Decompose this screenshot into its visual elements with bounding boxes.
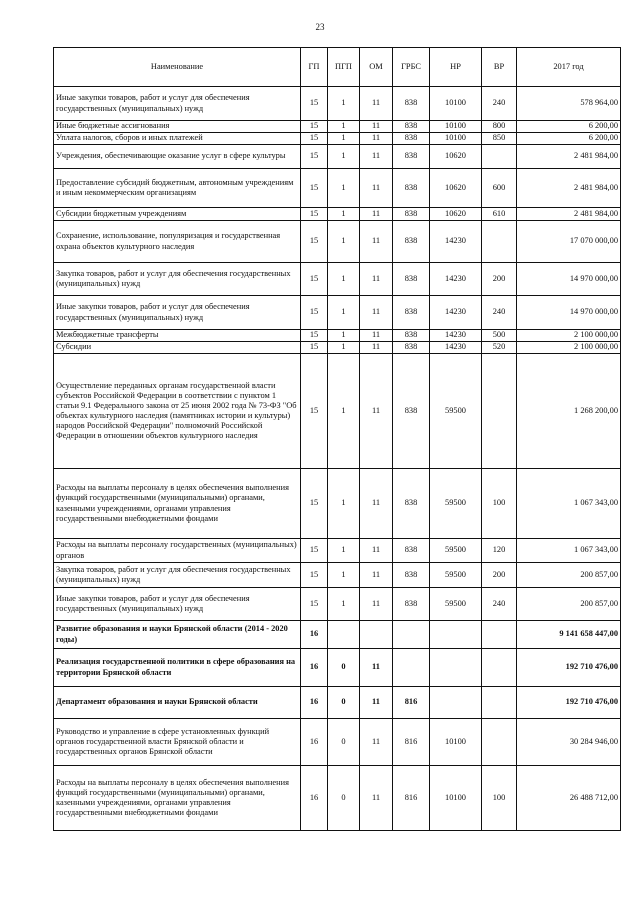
cell-om: 11 bbox=[360, 588, 393, 621]
cell-name: Учреждения, обеспечивающие оказание услуг в сфере культуры bbox=[54, 145, 301, 169]
cell-om: 11 bbox=[360, 263, 393, 296]
table-row bbox=[54, 221, 621, 263]
cell-nr: 10100 bbox=[430, 133, 482, 145]
cell-om: 11 bbox=[360, 121, 393, 133]
cell-vr: 240 bbox=[482, 296, 517, 330]
header-year: 2017 год bbox=[517, 48, 621, 87]
cell-gp: 15 bbox=[301, 296, 328, 330]
cell-pgp: 1 bbox=[328, 330, 360, 342]
cell-pgp: 0 bbox=[328, 766, 360, 831]
cell-om bbox=[360, 621, 393, 649]
cell-om: 11 bbox=[360, 563, 393, 588]
cell-gp: 15 bbox=[301, 539, 328, 563]
cell-amount: 2 481 984,00 bbox=[517, 208, 621, 221]
cell-gp: 15 bbox=[301, 588, 328, 621]
cell-vr bbox=[482, 621, 517, 649]
cell-gp: 15 bbox=[301, 263, 328, 296]
cell-grbs bbox=[393, 621, 430, 649]
cell-gp: 15 bbox=[301, 87, 328, 121]
cell-grbs: 838 bbox=[393, 208, 430, 221]
cell-amount: 30 284 946,00 bbox=[517, 719, 621, 766]
cell-amount: 200 857,00 bbox=[517, 563, 621, 588]
cell-amount: 17 070 000,00 bbox=[517, 221, 621, 263]
table-row bbox=[54, 208, 621, 221]
table-row bbox=[54, 766, 621, 831]
table-row bbox=[54, 296, 621, 330]
cell-amount: 2 481 984,00 bbox=[517, 145, 621, 169]
cell-vr bbox=[482, 687, 517, 719]
cell-pgp: 1 bbox=[328, 133, 360, 145]
cell-vr bbox=[482, 145, 517, 169]
cell-vr: 600 bbox=[482, 169, 517, 208]
cell-grbs: 838 bbox=[393, 145, 430, 169]
cell-nr: 14230 bbox=[430, 296, 482, 330]
cell-nr bbox=[430, 621, 482, 649]
header-gp: ГП bbox=[301, 48, 328, 87]
cell-om: 11 bbox=[360, 145, 393, 169]
cell-pgp: 1 bbox=[328, 539, 360, 563]
cell-gp: 16 bbox=[301, 766, 328, 831]
cell-name: Иные бюджетные ассигнования bbox=[54, 121, 301, 133]
cell-grbs: 838 bbox=[393, 563, 430, 588]
cell-vr: 520 bbox=[482, 342, 517, 354]
cell-name: Иные закупки товаров, работ и услуг для обеспечения государственных (муниципальных) нужд bbox=[54, 87, 301, 121]
cell-nr: 10620 bbox=[430, 169, 482, 208]
cell-pgp: 1 bbox=[328, 354, 360, 469]
table-row bbox=[54, 330, 621, 342]
cell-vr: 500 bbox=[482, 330, 517, 342]
cell-grbs: 838 bbox=[393, 263, 430, 296]
cell-grbs: 838 bbox=[393, 469, 430, 539]
header-grbs: ГРБС bbox=[393, 48, 430, 87]
cell-amount: 192 710 476,00 bbox=[517, 687, 621, 719]
cell-om: 11 bbox=[360, 766, 393, 831]
cell-om: 11 bbox=[360, 342, 393, 354]
table-row bbox=[54, 145, 621, 169]
header-om: ОМ bbox=[360, 48, 393, 87]
cell-amount: 1 268 200,00 bbox=[517, 354, 621, 469]
table-row bbox=[54, 87, 621, 121]
cell-grbs bbox=[393, 649, 430, 687]
cell-om: 11 bbox=[360, 169, 393, 208]
cell-gp: 15 bbox=[301, 221, 328, 263]
cell-gp: 16 bbox=[301, 719, 328, 766]
cell-nr: 59500 bbox=[430, 469, 482, 539]
cell-grbs: 838 bbox=[393, 169, 430, 208]
table-header-row bbox=[54, 48, 621, 87]
cell-amount: 1 067 343,00 bbox=[517, 469, 621, 539]
cell-pgp: 1 bbox=[328, 469, 360, 539]
cell-nr bbox=[430, 687, 482, 719]
cell-grbs: 838 bbox=[393, 588, 430, 621]
cell-amount: 14 970 000,00 bbox=[517, 296, 621, 330]
cell-gp: 15 bbox=[301, 342, 328, 354]
cell-amount: 6 200,00 bbox=[517, 133, 621, 145]
cell-grbs: 838 bbox=[393, 354, 430, 469]
cell-nr: 14230 bbox=[430, 221, 482, 263]
cell-vr: 240 bbox=[482, 87, 517, 121]
cell-gp: 15 bbox=[301, 354, 328, 469]
cell-amount: 578 964,00 bbox=[517, 87, 621, 121]
cell-vr bbox=[482, 649, 517, 687]
cell-nr: 59500 bbox=[430, 563, 482, 588]
cell-name: Предоставление субсидий бюджетным, автономным учреждениям и иным некоммерческим организациям bbox=[54, 169, 301, 208]
cell-vr: 610 bbox=[482, 208, 517, 221]
cell-amount: 200 857,00 bbox=[517, 588, 621, 621]
cell-gp: 15 bbox=[301, 330, 328, 342]
cell-name: Уплата налогов, сборов и иных платежей bbox=[54, 133, 301, 145]
table-body bbox=[54, 87, 621, 831]
cell-name: Межбюджетные трансферты bbox=[54, 330, 301, 342]
cell-om: 11 bbox=[360, 87, 393, 121]
cell-pgp: 1 bbox=[328, 563, 360, 588]
cell-pgp: 1 bbox=[328, 87, 360, 121]
cell-gp: 15 bbox=[301, 121, 328, 133]
table-row bbox=[54, 539, 621, 563]
cell-amount: 192 710 476,00 bbox=[517, 649, 621, 687]
cell-name: Закупка товаров, работ и услуг для обеспечения государственных (муниципальных) нужд bbox=[54, 263, 301, 296]
cell-pgp: 1 bbox=[328, 145, 360, 169]
cell-nr: 10100 bbox=[430, 719, 482, 766]
cell-nr: 10620 bbox=[430, 208, 482, 221]
cell-name: Иные закупки товаров, работ и услуг для обеспечения государственных (муниципальных) нужд bbox=[54, 296, 301, 330]
cell-grbs: 816 bbox=[393, 719, 430, 766]
cell-gp: 15 bbox=[301, 133, 328, 145]
cell-gp: 15 bbox=[301, 208, 328, 221]
cell-pgp: 0 bbox=[328, 649, 360, 687]
page-number: 23 bbox=[315, 22, 325, 32]
table-row bbox=[54, 169, 621, 208]
cell-pgp: 0 bbox=[328, 687, 360, 719]
cell-vr bbox=[482, 354, 517, 469]
table-row bbox=[54, 649, 621, 687]
cell-grbs: 838 bbox=[393, 296, 430, 330]
cell-grbs: 838 bbox=[393, 221, 430, 263]
cell-name: Расходы на выплаты персоналу в целях обеспечения выполнения функций государственными (муниципальными) органами, казенными учреждениями, органами управления государственными внебюджетными фондами bbox=[54, 766, 301, 831]
cell-vr: 800 bbox=[482, 121, 517, 133]
cell-gp: 15 bbox=[301, 469, 328, 539]
cell-om: 11 bbox=[360, 133, 393, 145]
cell-name: Руководство и управление в сфере установленных функций органов государственной власти Брянской области и государственных органов Брянской области bbox=[54, 719, 301, 766]
cell-name: Осуществление переданных органам государственной власти субъектов Российской Федерации в соответствии с пунктом 1 статьи 9.1 Федерального закона от 25 июня 2002 года № 73-ФЗ "Об объектах культурного наследия (памятниках истории и культуры) народов Российской Федерации" полномочий Российской Федерации в отношении объектов культурного наследия bbox=[54, 354, 301, 469]
cell-amount: 26 488 712,00 bbox=[517, 766, 621, 831]
cell-name: Субсидии бюджетным учреждениям bbox=[54, 208, 301, 221]
cell-grbs: 838 bbox=[393, 87, 430, 121]
cell-nr: 14230 bbox=[430, 330, 482, 342]
cell-name: Расходы на выплаты персоналу в целях обеспечения выполнения функций государственными (муниципальными) органами, казенными учреждениями, органами управления государственными внебюджетными фондами bbox=[54, 469, 301, 539]
budget-table bbox=[53, 47, 621, 831]
cell-pgp: 1 bbox=[328, 208, 360, 221]
header-vr: ВР bbox=[482, 48, 517, 87]
header-pgp: ПГП bbox=[328, 48, 360, 87]
cell-name: Закупка товаров, работ и услуг для обеспечения государственных (муниципальных) нужд bbox=[54, 563, 301, 588]
cell-amount: 14 970 000,00 bbox=[517, 263, 621, 296]
cell-grbs: 838 bbox=[393, 342, 430, 354]
cell-amount: 2 481 984,00 bbox=[517, 169, 621, 208]
cell-vr: 850 bbox=[482, 133, 517, 145]
table-row bbox=[54, 263, 621, 296]
table-row bbox=[54, 121, 621, 133]
cell-gp: 16 bbox=[301, 687, 328, 719]
cell-om: 11 bbox=[360, 649, 393, 687]
cell-nr: 10100 bbox=[430, 87, 482, 121]
cell-pgp: 1 bbox=[328, 121, 360, 133]
cell-amount: 6 200,00 bbox=[517, 121, 621, 133]
cell-om: 11 bbox=[360, 221, 393, 263]
cell-nr: 59500 bbox=[430, 539, 482, 563]
cell-amount: 2 100 000,00 bbox=[517, 342, 621, 354]
header-name: Наименование bbox=[54, 48, 301, 87]
cell-name: Иные закупки товаров, работ и услуг для обеспечения государственных (муниципальных) нужд bbox=[54, 588, 301, 621]
cell-grbs: 838 bbox=[393, 121, 430, 133]
cell-gp: 15 bbox=[301, 563, 328, 588]
table-row bbox=[54, 133, 621, 145]
cell-vr: 200 bbox=[482, 263, 517, 296]
cell-om: 11 bbox=[360, 330, 393, 342]
cell-nr: 10100 bbox=[430, 766, 482, 831]
cell-vr: 100 bbox=[482, 469, 517, 539]
cell-om: 11 bbox=[360, 208, 393, 221]
cell-nr: 14230 bbox=[430, 342, 482, 354]
cell-vr: 100 bbox=[482, 766, 517, 831]
cell-name: Реализация государственной политики в сфере образования на территории Брянской области bbox=[54, 649, 301, 687]
cell-gp: 16 bbox=[301, 621, 328, 649]
cell-nr: 59500 bbox=[430, 588, 482, 621]
cell-nr: 10620 bbox=[430, 145, 482, 169]
cell-name: Расходы на выплаты персоналу государственных (муниципальных) органов bbox=[54, 539, 301, 563]
cell-grbs: 816 bbox=[393, 687, 430, 719]
cell-om: 11 bbox=[360, 469, 393, 539]
cell-pgp: 1 bbox=[328, 296, 360, 330]
cell-grbs: 838 bbox=[393, 330, 430, 342]
table-row bbox=[54, 354, 621, 469]
cell-nr bbox=[430, 649, 482, 687]
cell-vr bbox=[482, 221, 517, 263]
cell-om: 11 bbox=[360, 687, 393, 719]
cell-amount: 2 100 000,00 bbox=[517, 330, 621, 342]
cell-pgp: 1 bbox=[328, 221, 360, 263]
cell-amount: 9 141 658 447,00 bbox=[517, 621, 621, 649]
table-row bbox=[54, 621, 621, 649]
cell-name: Субсидии bbox=[54, 342, 301, 354]
cell-nr: 59500 bbox=[430, 354, 482, 469]
cell-vr: 200 bbox=[482, 563, 517, 588]
cell-om: 11 bbox=[360, 354, 393, 469]
table-row bbox=[54, 342, 621, 354]
cell-om: 11 bbox=[360, 719, 393, 766]
cell-gp: 16 bbox=[301, 649, 328, 687]
table-row bbox=[54, 588, 621, 621]
cell-pgp bbox=[328, 621, 360, 649]
cell-vr: 120 bbox=[482, 539, 517, 563]
cell-pgp: 1 bbox=[328, 588, 360, 621]
cell-name: Сохранение, использование, популяризация и государственная охрана объектов культурного наследия bbox=[54, 221, 301, 263]
cell-name: Развитие образования и науки Брянской области (2014 - 2020 годы) bbox=[54, 621, 301, 649]
cell-nr: 10100 bbox=[430, 121, 482, 133]
cell-nr: 14230 bbox=[430, 263, 482, 296]
cell-pgp: 1 bbox=[328, 169, 360, 208]
cell-pgp: 0 bbox=[328, 719, 360, 766]
cell-grbs: 816 bbox=[393, 766, 430, 831]
cell-vr bbox=[482, 719, 517, 766]
cell-pgp: 1 bbox=[328, 263, 360, 296]
cell-om: 11 bbox=[360, 296, 393, 330]
header-nr: НР bbox=[430, 48, 482, 87]
cell-grbs: 838 bbox=[393, 539, 430, 563]
cell-grbs: 838 bbox=[393, 133, 430, 145]
table-row bbox=[54, 563, 621, 588]
cell-om: 11 bbox=[360, 539, 393, 563]
cell-name: Департамент образования и науки Брянской области bbox=[54, 687, 301, 719]
table-row bbox=[54, 719, 621, 766]
table-row bbox=[54, 469, 621, 539]
table-row bbox=[54, 687, 621, 719]
cell-vr: 240 bbox=[482, 588, 517, 621]
cell-gp: 15 bbox=[301, 145, 328, 169]
cell-amount: 1 067 343,00 bbox=[517, 539, 621, 563]
cell-pgp: 1 bbox=[328, 342, 360, 354]
cell-gp: 15 bbox=[301, 169, 328, 208]
